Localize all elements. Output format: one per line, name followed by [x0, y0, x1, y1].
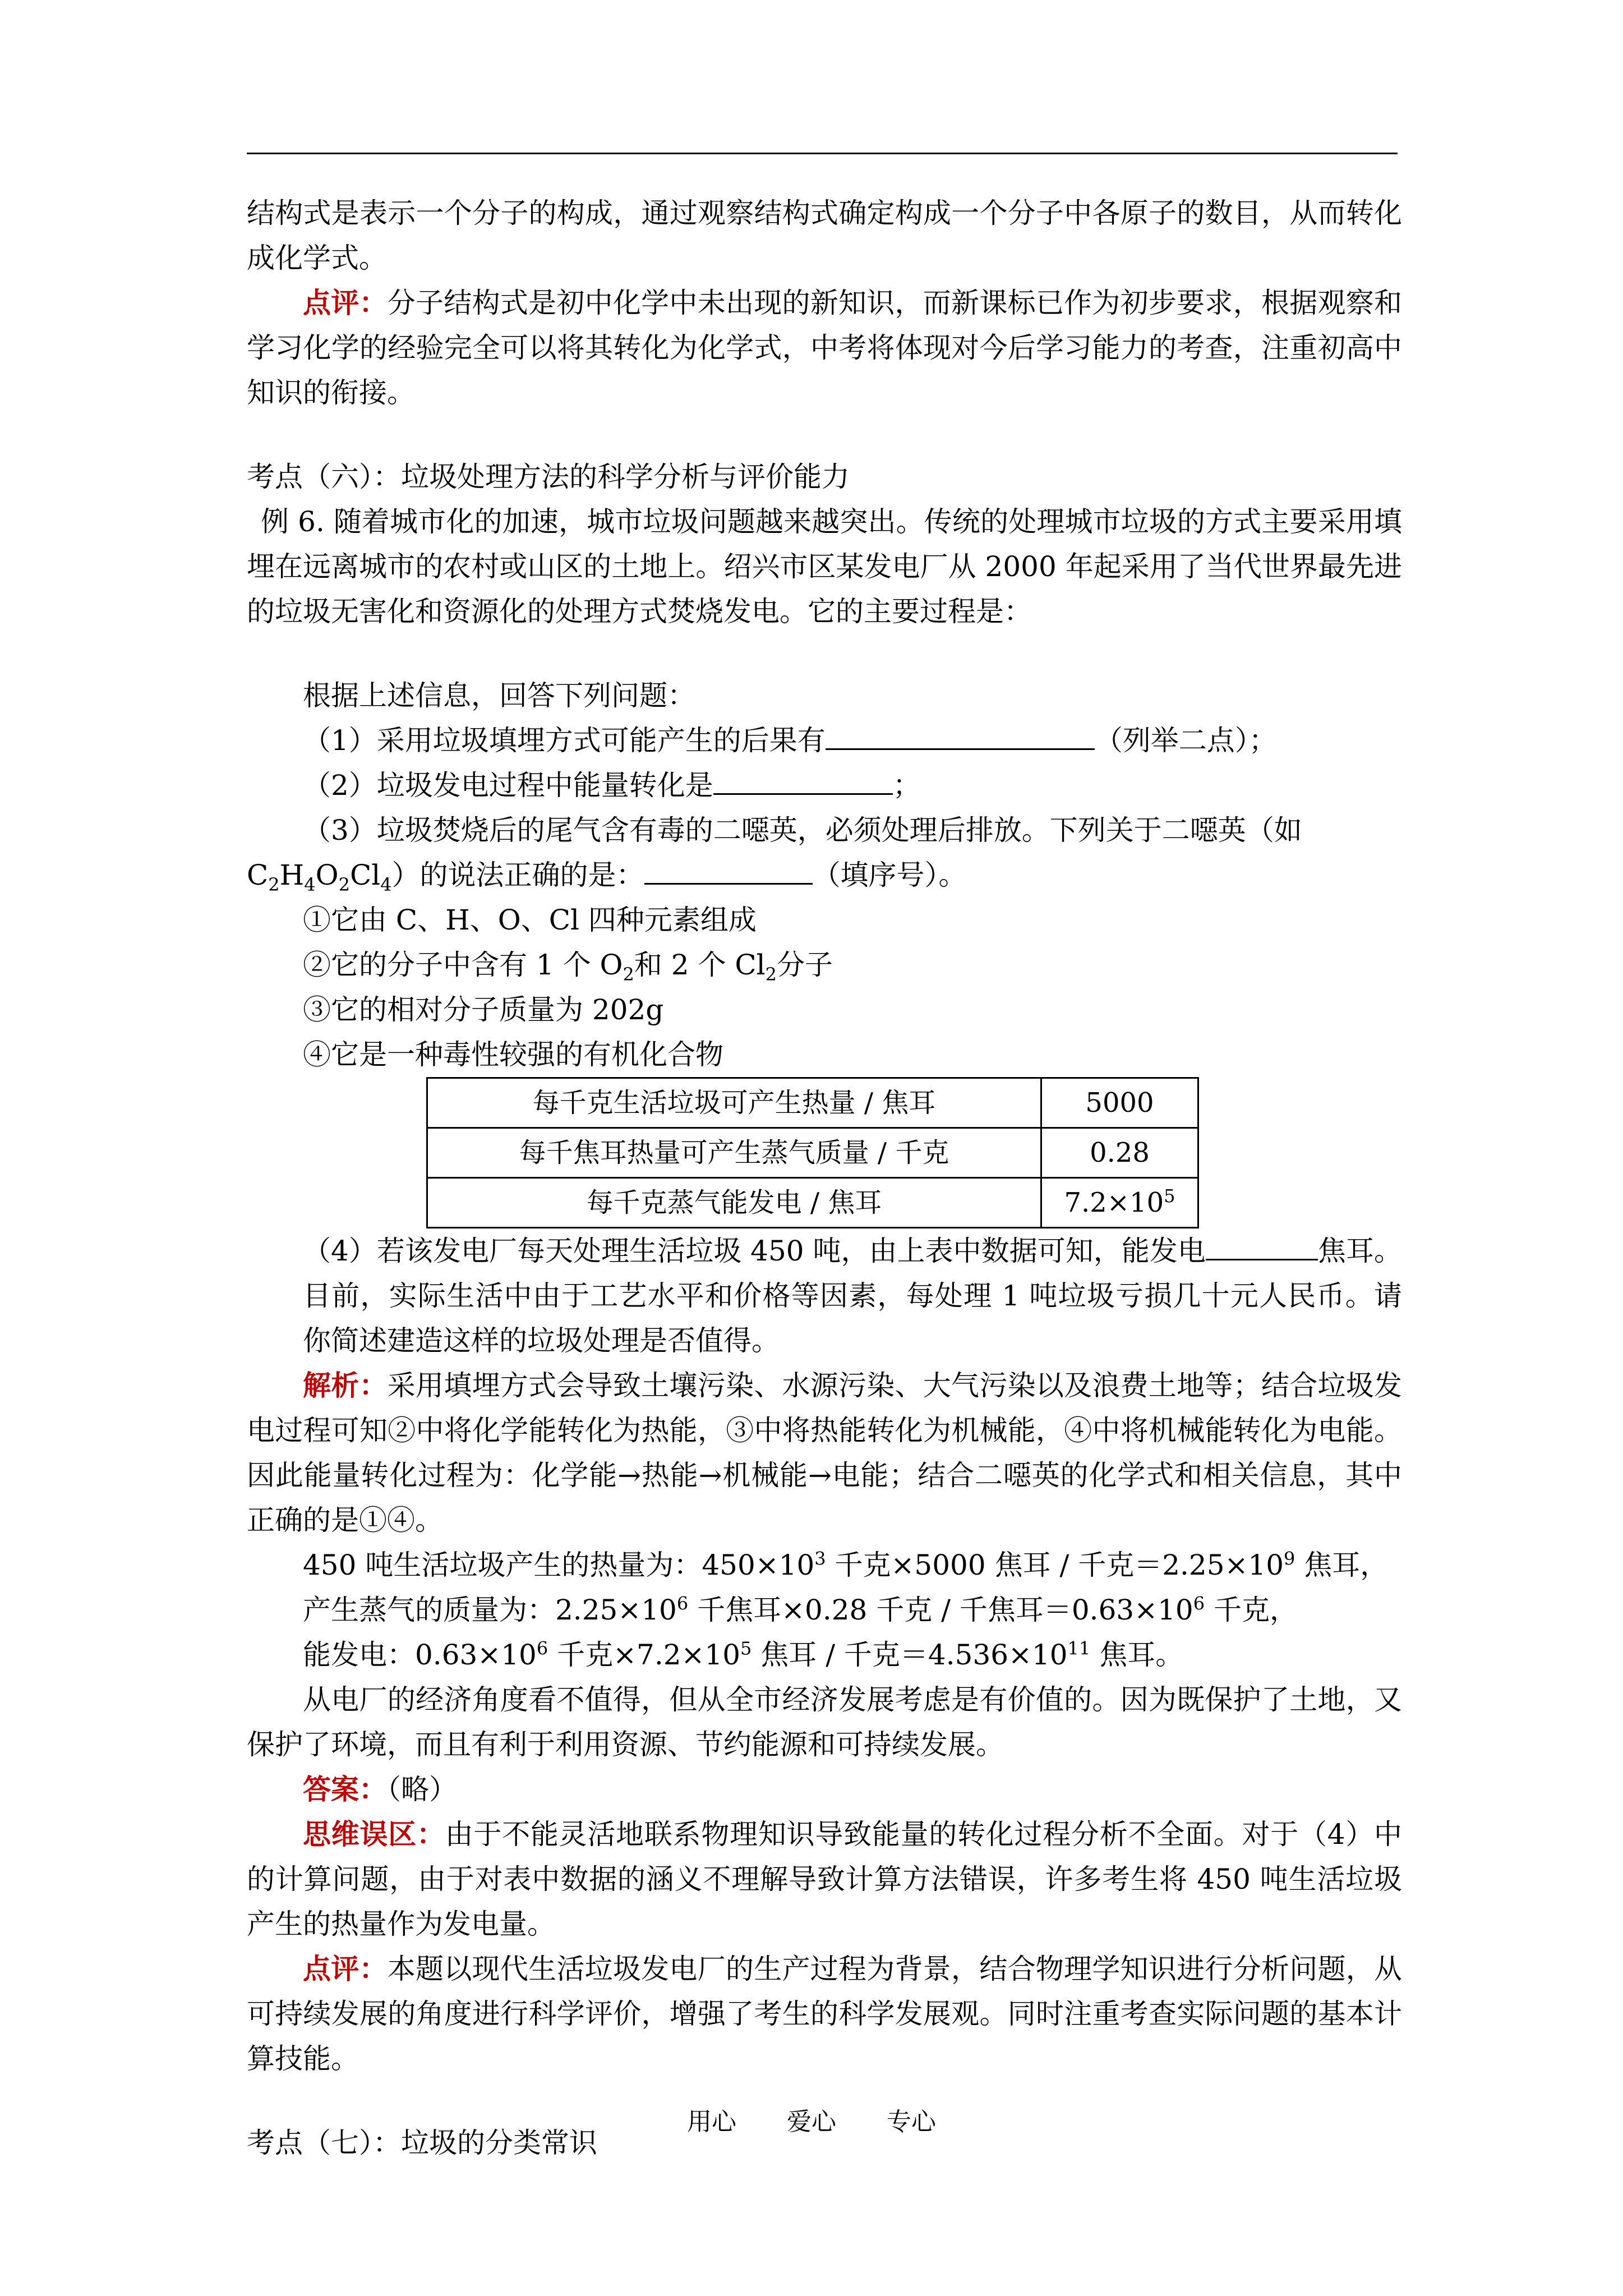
section-title-7: 考点（七）：垃圾的分类常识 [247, 2127, 597, 2159]
table-row [427, 1178, 1198, 1228]
footer-text: 用心 [687, 2108, 736, 2136]
answer-paragraph: 答案：（略） [303, 1773, 457, 1806]
option-3: ③它的相对分子质量为 202g [303, 993, 664, 1026]
question-2: （2）垃圾发电过程中能量转化是 ； [247, 763, 1402, 808]
comment-text: 分子结构式是初中化学中未出现的新知识，而新课标已作为初步要求，根据观察和学习化学的经验完全可以将其转化为化学式，中考将体现对今后学习能力的考查，注重初高中知识的衔接。 [247, 287, 1403, 409]
question-1: （1）采用垃圾填埋方式可能产生的后果有 （列举二点）； [247, 718, 1402, 763]
table-cell-label: 每千焦耳热量可产生蒸气质量 / 千克 [427, 1128, 1041, 1178]
answer-blank-1[interactable] [826, 719, 1095, 750]
footer-text: 爱心 [787, 2108, 836, 2136]
comment-paragraph-1 [247, 280, 1402, 415]
table-cell-label: 每千克蒸气能发电 / 焦耳 [427, 1178, 1041, 1228]
economy-paragraph: 从电厂的经济角度看不值得，但从全市经济发展考虑是有价值的。因为既保护了土地，又保护了环境，而且有利于利用资源、节约能源和可持续发展。 [247, 1683, 1402, 1761]
data-table [426, 1077, 1199, 1228]
mistake-paragraph: 思维误区：由于不能灵活地联系物理知识导致能量的转化过程分析不全面。对于（4）中的计算问题，由于对表中数据的涵义不理解导致计算方法错误，许多考生将 450 吨生活垃圾产生的热量作为发电量。 [247, 1818, 1403, 1940]
calc-line-2: 产生蒸气的质量为：$2.25\times 10^6$ 千焦耳×0.28 千克 / 千焦耳$=0.63\times 10^6$ 千克， [303, 1593, 1298, 1626]
comment-paragraph-2: 点评：本题以现代生活垃圾发电厂的生产过程为背景，结合物理学知识进行分析问题，从可持续发展的角度进行科学评价，增强了考生的科学发展观。同时注重考查实际问题的基本计算技能。 [247, 1952, 1403, 2075]
table-row [427, 1128, 1198, 1178]
comment-label: 点评： [303, 286, 388, 319]
question-3: （3）垃圾焚烧后的尾气含有毒的二噁英，必须处理后排放。下列关于二噁英（如 [303, 814, 1302, 846]
question-prompt: 根据上述信息，回答下列问题： [303, 679, 695, 712]
question-3-cont: $C_2H_4O_2Cl_4$）的说法正确的是： （填序号）。 [247, 853, 1402, 898]
option-2: ②它的分子中含有 1 个 $O_2$和 2 个 $Cl_2$分子 [303, 949, 833, 985]
dioxin-formula: $C_2H_4O_2Cl_4$ [247, 859, 392, 895]
footer-text: 专心 [887, 2108, 936, 2136]
page-content [247, 191, 1402, 2165]
calc-line-1: 450 吨生活垃圾产生的热量为：$450\times 10^3$ 千克×5000 焦耳 / 千克$=2.25\times 10^9$ 焦耳， [303, 1548, 1389, 1581]
table-cell-value: 5000 [1041, 1078, 1198, 1128]
header-rule [247, 153, 1398, 154]
answer-blank-4[interactable] [1206, 1230, 1318, 1260]
example-6: 例 6. 随着城市化的加速，城市垃圾问题越来越突出。传统的处理城市垃圾的方式主要采用填埋在远离城市的农村或山区的土地上。绍兴市区某发电厂从 2000 年起采用了当代世界最先进的垃圾无害化和资源化的处理方式焚烧发电。它的主要过程是： [247, 505, 1402, 628]
table-row [427, 1078, 1198, 1128]
table-cell-label: 每千克生活垃圾可产生热量 / 焦耳 [427, 1078, 1041, 1128]
option-4: ④它是一种毒性较强的有机化合物 [303, 1038, 723, 1071]
answer-blank-3[interactable] [644, 854, 813, 885]
section-title-6: 考点（六）：垃圾处理方法的科学分析与评价能力 [247, 461, 850, 493]
question-4: （4）若该发电厂每天处理生活垃圾 450 吨，由上表中数据可知，能发电 焦耳。目前，实际生活中由于工艺水平和价格等因素，每处理 1 吨垃圾亏损几十元人民币。请你简述建造这样的垃圾处理是否值得。 [247, 1228, 1402, 1363]
option-1: ①它由 C、H、O、Cl 四种元素组成 [303, 904, 757, 936]
calc-line-3: 能发电：$0.63\times 10^6$ 千克$\times 7.2\times 10^5$ 焦耳 / 千克$=4.536\times 10^{11}$ 焦耳。 [303, 1637, 1184, 1671]
table-cell-value: $7.2\times 10^5$ [1041, 1178, 1198, 1228]
page-footer [0, 2101, 1623, 2137]
analysis-paragraph: 解析：采用填埋方式会导致土壤污染、水源污染、大气污染以及浪费土地等；结合垃圾发电过程可知②中将化学能转化为热能，③中将热能转化为机械能，④中将机械能转化为电能。因此能量转化过程为：化学能→热能→机械能→电能；结合二噁英的化学式和相关信息，其中正确的是①④。 [247, 1369, 1403, 1536]
intro-paragraph: 结构式是表示一个分子的构成，通过观察结构式确定构成一个分子中各原子的数目，从而转化成化学式。 [247, 197, 1402, 274]
answer-blank-2[interactable] [713, 764, 893, 795]
table-cell-value: 0.28 [1041, 1128, 1198, 1178]
